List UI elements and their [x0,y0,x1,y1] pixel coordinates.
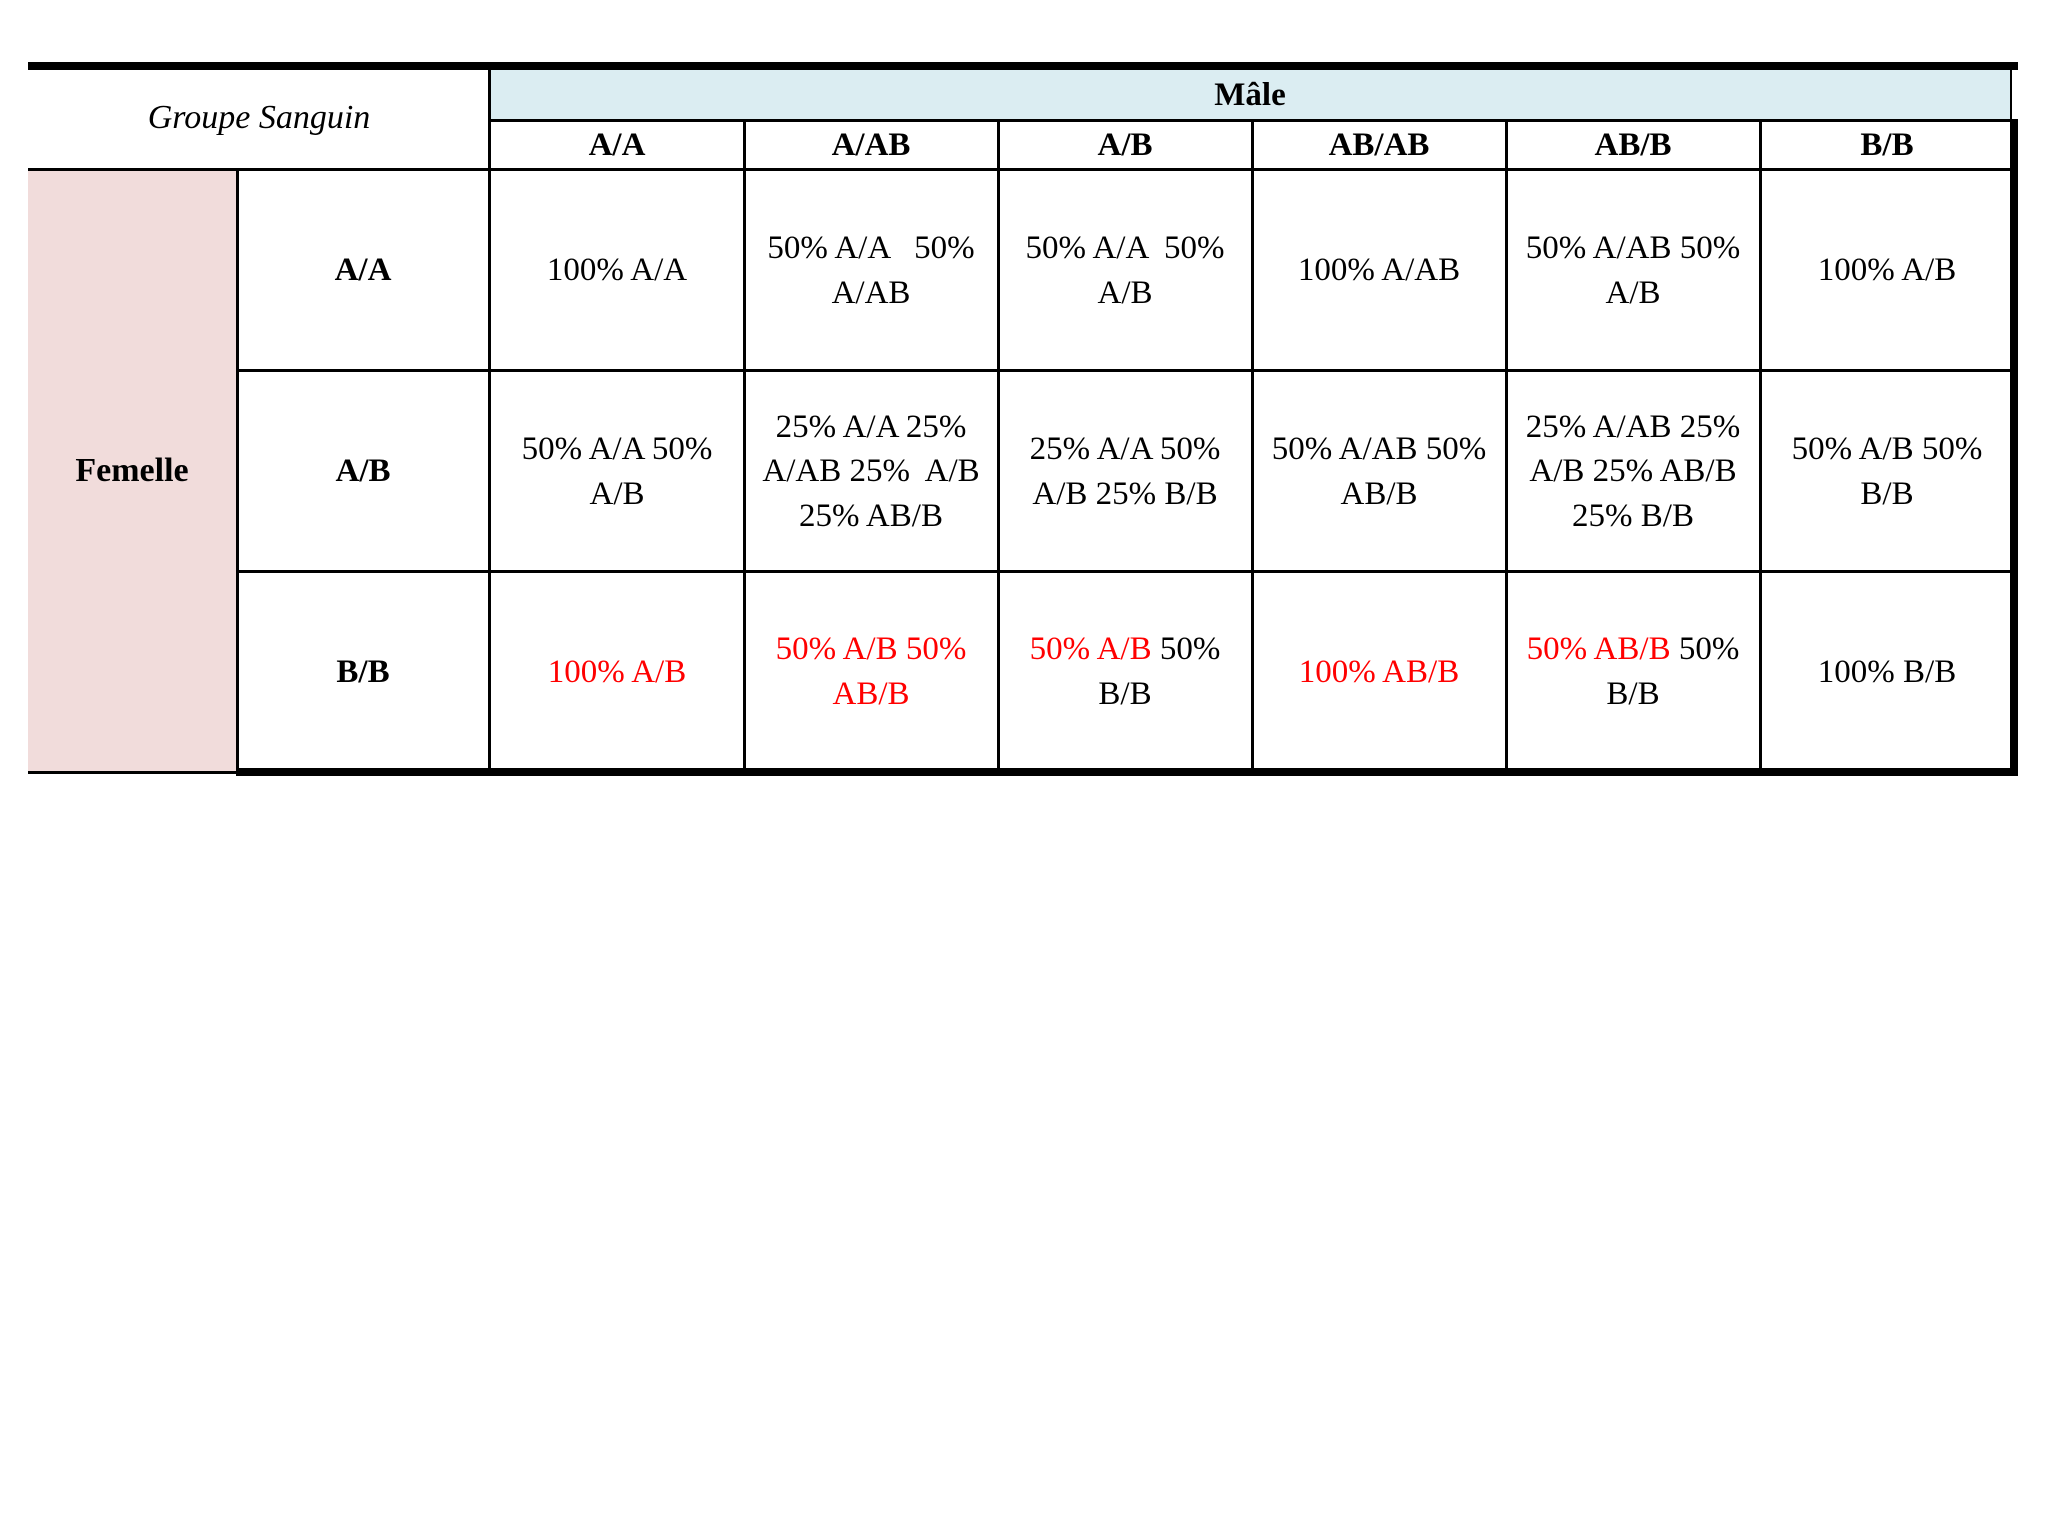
table-cell [1760,170,2014,371]
cell-text-segment: 100% A/AB [1297,252,1461,289]
cell-text [1298,248,1460,293]
cell-text [1766,427,2008,516]
grid-line [236,768,2018,776]
grid-line [997,119,1000,774]
cell-text-segment: 50% A/A 50% A/B [1025,229,1231,311]
column-header: B/B [1860,127,1914,164]
grid-line [743,119,746,774]
cell-text [1004,226,1246,315]
cell-text [750,226,992,315]
cell-text [1512,627,1754,716]
corner-label: Groupe Sanguin [147,99,371,137]
grid-line [1759,119,1762,774]
cell-text [547,248,687,293]
grid-line [28,62,2018,70]
grid-line [28,168,2018,171]
cell-text [1004,427,1246,516]
column-header: AB/AB [1328,127,1430,164]
table-cell [1252,371,1506,572]
cell-text [750,627,992,716]
cell-text [1818,248,1956,293]
grid-line [236,168,239,774]
highlighted-text: 100% AB/B [1298,653,1460,690]
highlighted-text: 100% A/B [547,653,687,690]
table-cell [490,170,744,371]
cell-text-segment: 50% A/A 50% A/B [521,430,719,512]
grid-line [2010,70,2012,120]
cell-text [1258,427,1500,516]
highlighted-text: 50% A/B [1029,631,1152,668]
cell-text [1299,650,1459,695]
cell-text-segment: 100% A/A [546,252,688,289]
row-header: A/B [335,453,391,490]
cell-text-segment: 25% A/A 25% A/AB 25% A/B 25% AB/B [762,408,988,534]
column-header: A/A [588,127,646,164]
column-header: A/B [1097,127,1153,164]
cell-text-segment: 100% A/B [1817,252,1957,289]
grid-line [236,369,2014,372]
grid-line [488,68,491,776]
cell-text-segment: 50% A/B 50% B/B [1791,430,1991,512]
cell-text-segment: 100% B/B [1817,653,1957,690]
cell-text-segment: 25% A/AB 25% A/B 25% AB/B 25% B/B [1525,408,1747,534]
table-cell [490,371,744,572]
table-cell [1506,572,1760,772]
highlighted-text: 50% A/B 50% AB/B [775,631,973,712]
table-cell [744,572,998,772]
grid-line [1251,119,1254,774]
table-cell [1760,371,2014,572]
cell-text-segment: 50% A/A 50% A/AB [767,229,982,311]
grid-line [1505,119,1508,774]
column-group-label: Mâle [1214,77,1286,114]
table-cell [998,371,1252,572]
table-cell [1252,572,1506,772]
column-header: A/AB [831,127,911,164]
cell-text-segment: 50% A/AB 50% AB/B [1271,430,1493,512]
cell-text-segment: 50% B/B [1606,631,1748,712]
cell-text [496,427,738,516]
cell-text [1818,650,1956,695]
table-cell [998,572,1252,772]
row-group-label: Femelle [75,452,189,490]
table-cell [1506,170,1760,371]
grid-line [236,570,2014,573]
grid-line [28,771,238,774]
row-header: B/B [336,653,390,690]
table-cell [1760,572,2014,772]
table-cell [744,170,998,371]
table-cell [744,371,998,572]
cell-text-segment: 50% B/B [1098,631,1229,712]
table-cell [1252,170,1506,371]
cell-text-segment: 25% A/A 50% A/B 25% B/B [1029,430,1227,512]
cell-text-segment: 50% A/AB 50% A/B [1525,229,1747,311]
cell-text [750,405,992,539]
cell-text [548,650,686,695]
cell-text [1512,226,1754,315]
table-cell [490,572,744,772]
column-header: AB/B [1594,127,1672,164]
grid-line [2010,119,2018,774]
cell-text [1512,405,1754,539]
cell-text [1004,627,1246,716]
table-cell [998,170,1252,371]
table-cell [1506,371,1760,572]
row-header: A/A [334,252,392,289]
highlighted-text: 50% AB/B [1526,631,1671,668]
